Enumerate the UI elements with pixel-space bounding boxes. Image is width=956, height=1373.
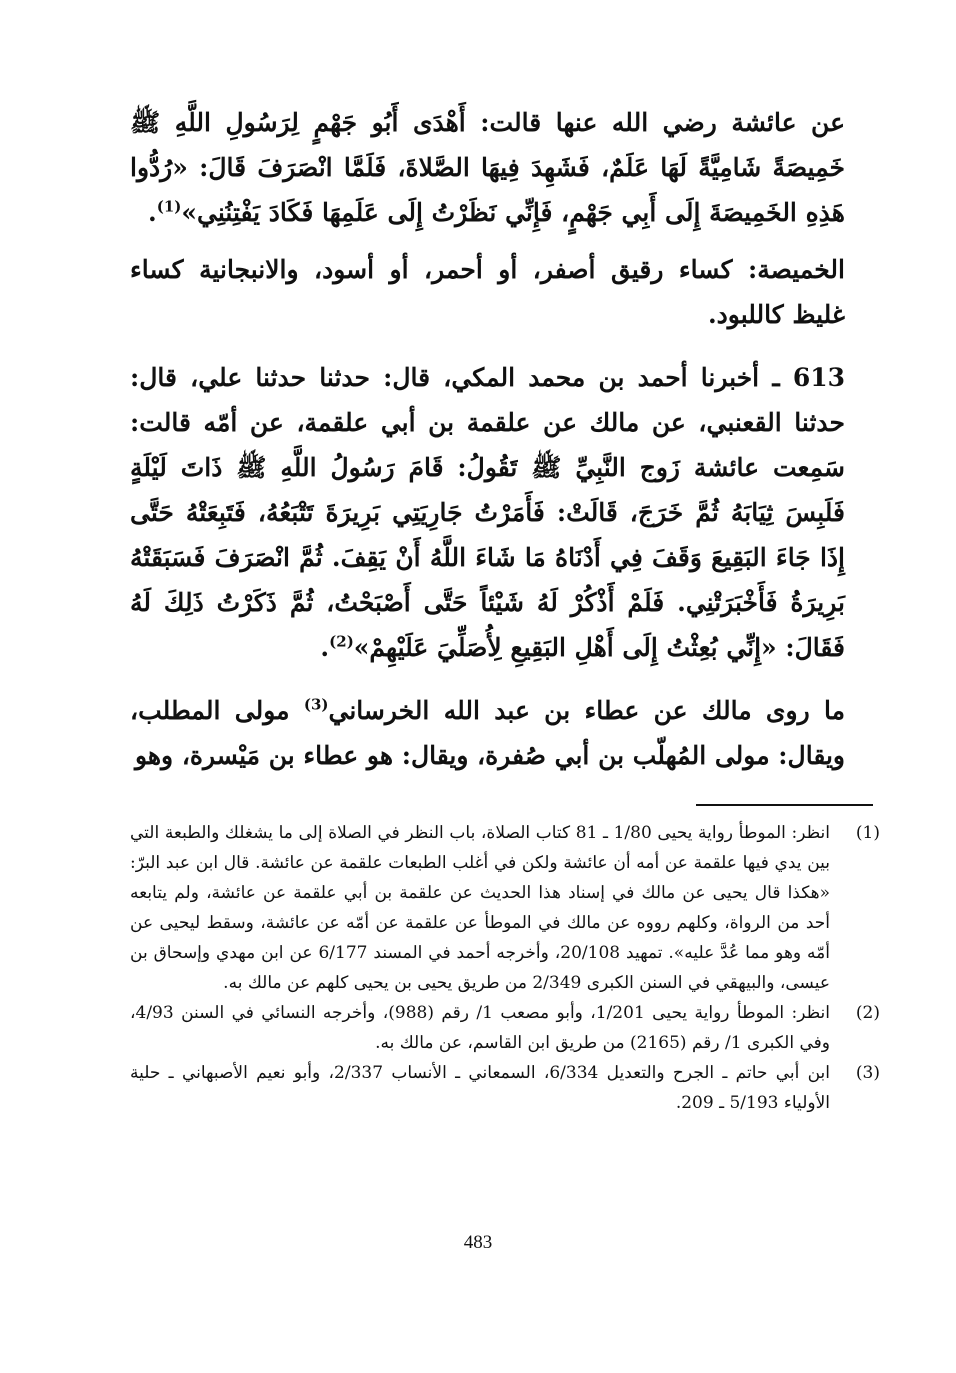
paragraph-definition [130, 247, 845, 337]
paragraph-text: الخميصة: كساء رقيق أصفر، أو أحمر، أو أسود، والانبجانية كساء غليظ كاللبود. [130, 255, 845, 329]
paragraph-text: أخبرنا أحمد بن محمد المكي، قال: حدثنا حدثنا علي، قال: حدثنا القعنبي، عن مالك عن علقمة بن أبي علقمة، عن أمّه قالت: سَمِعت عائشة زَوج النَّبِيِّ ﷺ تَقُولُ: قَامَ رَسُولُ اللَّهِ ﷺ ذَاتَ لَيْلَةٍ فَلَبِسَ ثِيَابَهُ ثُمَّ خَرَجَ، قَالَتْ: فَأَمَرْتُ جَارِيَتِي بَرِيرَةَ تَتْبَعُهُ، فَتَبِعَتْهُ حَتَّى إِذَا جَاءَ البَقِيعَ وَقَفَ فِي أَدْنَاهُ مَا شَاءَ اللَّهُ أَنْ يَقِفَ. ثُمَّ انْصَرَفَ فَسَبَقَتْهُ بَرِيرَةُ فَأَخْبَرَتْنِي. فَلَمْ أَذْكُرْ لَهُ شَيْئاً حَتَّى أَصْبَحْتُ، ثُمَّ ذَكَرْتُ ذَلِكَ لَهُ فَقَالَ: «إِنِّي بُعِثْتُ إِلَى أَهْلِ البَقِيعِ لِأُصَلِّيَ عَلَيْهِمْ» [130, 363, 845, 662]
hadith-number: 613 ـ [772, 363, 846, 392]
footnote-ref: (1) [156, 197, 182, 216]
footnote-ref: (2) [329, 632, 354, 651]
paragraph-text: عن عائشة رضي الله عنها قالت: أَهْدَى أَبُو جَهْمٍ لِرَسُولِ اللَّهِ ﷺ خَمِيصَةً شَامِيَّةً لَهَا عَلَمٌ، فَشَهِدَ فِيهَا الصَّلاةَ، فَلَمَّا انْصَرَفَ قَالَ: «رُدُّوا هَذِهِ الخَمِيصَةَ إِلَى أَبِي جَهْمٍ، فَإِنِّي نَظَرْتُ إِلَى عَلَمِهَا فَكَادَ يَفْتِنُنِي» [130, 108, 845, 227]
footnote [130, 998, 880, 1058]
footnotes [130, 818, 880, 1118]
paragraph-tail: . [320, 633, 330, 662]
footnote-ref: (3) [303, 695, 329, 714]
paragraph-hadith-1 [130, 100, 845, 235]
footnote-text: انظر: الموطأ رواية يحيى 1/80 ـ 81 كتاب الصلاة، باب النظر في الصلاة إلى ما يشغلك والطبعة التي بين يدي فيها علقمة عن أمه أن عائشة ولكن في أغلب الطبعات علقمة عن عائشة. قال ابن عبد البرّ: «هكذا قال يحيى عن مالك في إسناد هذا الحديث عن علقمة بن أبي علقمة عن عائشة، ولم يتابعه أحد من الرواة، وكلهم رووه عن مالك في الموطأ عن علقمة عن أمّه عن عائشة، وسقط ليحيى عن أمّه وهو مما عُدَّ عليه». تمهيد 20/108، وأخرجه أحمد في المسند 6/177 عن ابن مهدي وإسحاق بن عيسى، والبيهقي في السنن الكبرى 2/349 من طريق يحيى بن يحيى كلهم عن مالك به. [130, 823, 830, 993]
footnote-text: انظر: الموطأ رواية يحيى 1/201، وأبو مصعب 1/ رقم (988)، وأخرجه النسائي في السنن 4/93، وفي الكبرى 1/ رقم (2165) من طريق ابن القاسم، عن مالك به. [130, 1003, 831, 1053]
footnote-separator [696, 804, 873, 806]
paragraph-hadith-613 [130, 355, 845, 670]
page-number: 483 [463, 1232, 493, 1253]
paragraph-text: مولى المطلب، ويقال: مولى المُهلّب بن أبي صُفرة، ويقال: هو عطاء بن مَيْسرة، وهو [130, 696, 845, 770]
footnote-number: (2) [855, 1003, 880, 1023]
footnote-number: (1) [855, 823, 880, 843]
main-text [130, 100, 845, 778]
footnote [130, 1058, 880, 1118]
footnote-text: ابن أبي حاتم ـ الجرح والتعديل 6/334، السمعاني ـ الأنساب 2/337، وأبو نعيم الأصبهاني ـ حلية الأولياء 5/193 ـ 209. [130, 1063, 831, 1113]
paragraph-tail: . [148, 198, 157, 227]
footnote [130, 818, 880, 998]
paragraph-narrator [130, 688, 845, 778]
footnote-number: (3) [855, 1063, 880, 1083]
paragraph-text-before: ما روى مالك عن عطاء بن عبد الله الخرساني [328, 696, 845, 725]
